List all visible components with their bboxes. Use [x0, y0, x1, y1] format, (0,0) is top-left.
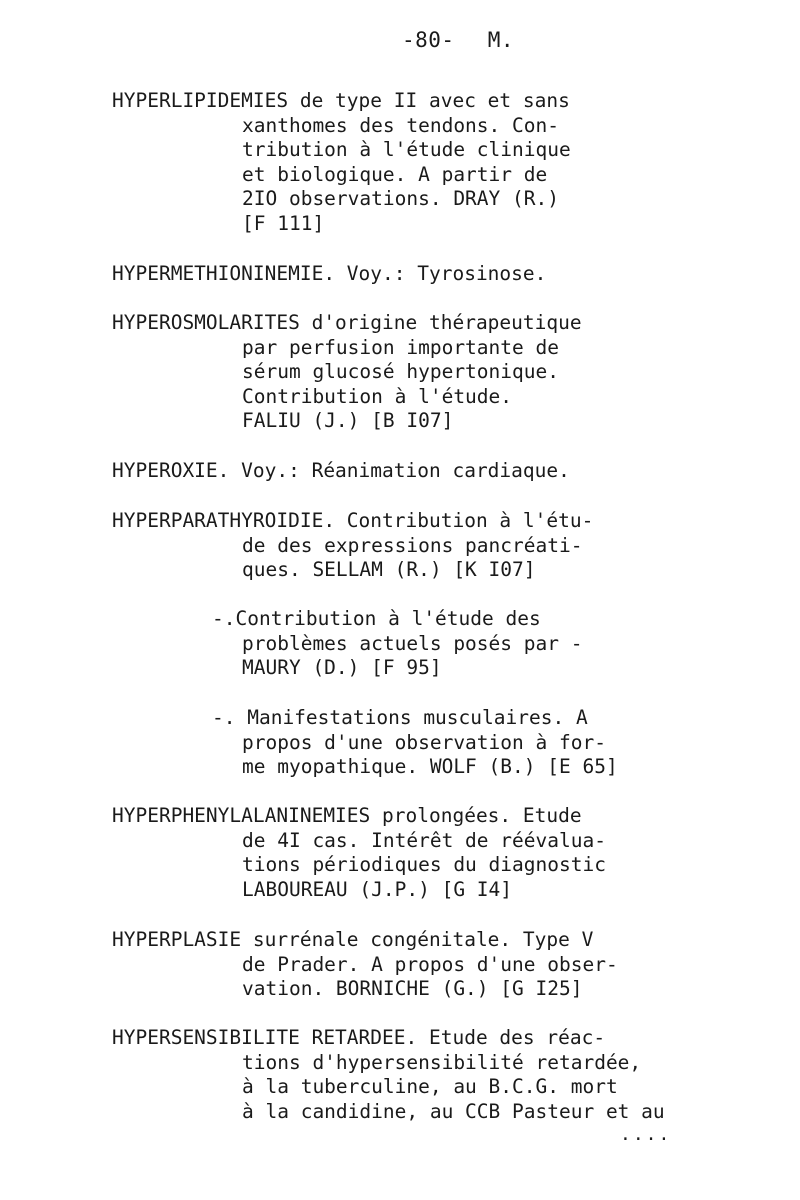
entry-line: Contribution à l'étude.	[242, 384, 513, 408]
entry-line: HYPERLIPIDEMIES de type II avec et sans	[112, 89, 570, 112]
entry-line: MAURY (D.) [F 95]	[242, 656, 442, 680]
index-entry-hyperlipidemies	[112, 89, 571, 237]
page-header	[402, 28, 514, 52]
entry-line: sérum glucosé hypertonique.	[242, 360, 559, 384]
entry-line: HYPERSENSIBILITE RETARDEE. Etude des réac-	[112, 1026, 606, 1049]
entry-line: problèmes actuels posés par -	[242, 631, 583, 655]
entry-line: tribution à l'étude clinique	[242, 138, 571, 162]
entry-line: et biologique. A partir de	[242, 162, 548, 186]
index-entry-hyperparathyroidie	[112, 509, 593, 583]
index-entry-hyperosmolarites	[112, 311, 582, 434]
index-entry-hyperoxie	[112, 459, 570, 484]
entry-line: par perfusion importante de	[242, 335, 559, 359]
section-letter: M.	[487, 28, 515, 52]
entry-line: HYPERPARATHYROIDIE. Contribution à l'étu-	[112, 509, 594, 532]
entry-line: [F 111]	[242, 211, 325, 235]
entry-line: tions d'hypersensibilité retardée,	[242, 1050, 642, 1074]
entry-line: à la tuberculine, au B.C.G. mort	[242, 1075, 618, 1099]
entry-line: tions périodiques du diagnostic	[242, 853, 606, 877]
page-number: -80-	[402, 28, 455, 52]
entry-line: de Prader. A propos d'une obser-	[242, 952, 618, 976]
entry-line: HYPERPLASIE surrénale congénitale. Type V	[112, 928, 594, 951]
entry-line: LABOUREAU (J.P.) [G I4]	[242, 877, 513, 901]
entry-line: HYPERPHENYLALANINEMIES prolongées. Etude	[112, 804, 582, 827]
entry-line: -.Contribution à l'étude des	[212, 607, 541, 630]
entry-line: HYPEROSMOLARITES d'origine thérapeutique	[112, 311, 582, 334]
index-entry-hypersensibilite	[112, 1026, 665, 1124]
index-subentry-hyperparathyroidie-1	[212, 607, 582, 681]
entry-line: HYPERMETHIONINEMIE. Voy.: Tyrosinose.	[112, 262, 547, 285]
continuation-mark: ....	[620, 1124, 672, 1145]
entry-line: ques. SELLAM (R.) [K I07]	[242, 558, 536, 582]
index-subentry-hyperparathyroidie-2	[212, 706, 618, 780]
index-entry-hyperphenylalaninemies	[112, 804, 606, 902]
entry-line: 2IO observations. DRAY (R.)	[242, 187, 559, 211]
entry-line: propos d'une observation à for-	[242, 730, 606, 754]
entry-line: -. Manifestations musculaires. A	[212, 706, 588, 729]
entry-line: me myopathique. WOLF (B.) [E 65]	[242, 755, 618, 779]
entry-line: xanthomes des tendons. Con-	[242, 113, 559, 137]
entry-line: de des expressions pancréati-	[242, 533, 583, 557]
entry-line: vation. BORNICHE (G.) [G I25]	[242, 977, 583, 1001]
index-entry-hypermethioninemie	[112, 262, 546, 287]
entry-line: FALIU (J.) [B I07]	[242, 409, 454, 433]
entry-line: HYPEROXIE. Voy.: Réanimation cardiaque.	[112, 459, 570, 482]
entry-line: à la candidine, au CCB Pasteur et au	[242, 1099, 665, 1123]
index-entry-hyperplasie	[112, 928, 618, 1002]
entry-line: de 4I cas. Intérêt de réévalua-	[242, 828, 606, 852]
